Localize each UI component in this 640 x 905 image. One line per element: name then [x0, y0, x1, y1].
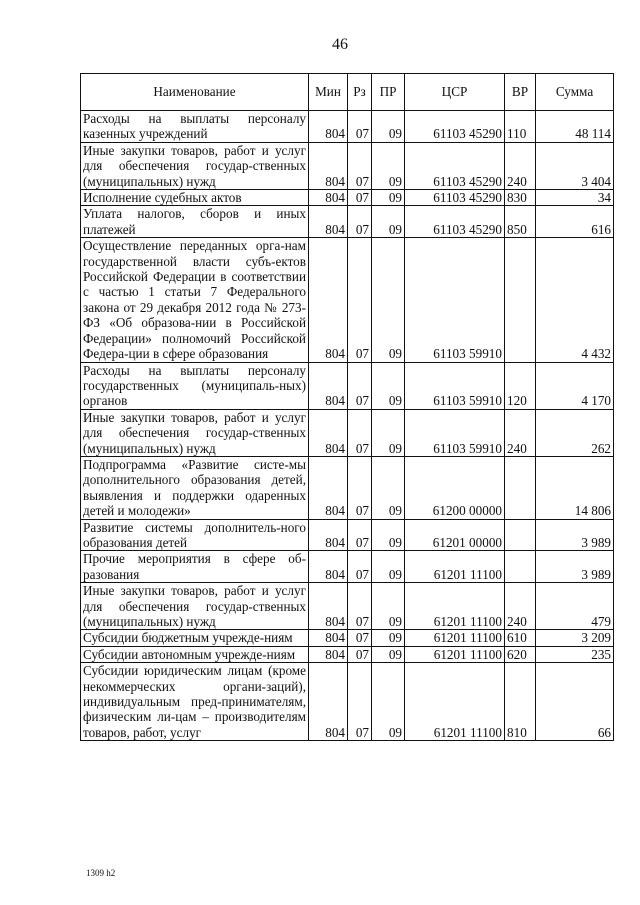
- row-min-cell: 804: [309, 456, 348, 519]
- table-row: [81, 362, 614, 409]
- row-min-cell: 804: [309, 646, 348, 662]
- row-pr-cell: 09: [372, 362, 405, 409]
- row-name-cell: Уплата налогов, сборов и иных платежей: [81, 206, 309, 238]
- row-sum-cell: 4 432: [536, 238, 614, 362]
- row-csr-cell: 61103 59910: [405, 409, 505, 456]
- column-header-min: Мин: [309, 74, 348, 111]
- row-sum-cell: 3 404: [536, 142, 614, 189]
- row-vr-cell: 850: [505, 206, 536, 238]
- row-sum-cell: 262: [536, 409, 614, 456]
- row-pr-cell: 09: [372, 583, 405, 630]
- row-csr-cell: 61201 00000: [405, 519, 505, 551]
- row-sum-cell: 3 209: [536, 630, 614, 646]
- row-pr-cell: 09: [372, 663, 405, 741]
- row-rz-cell: 07: [348, 519, 372, 551]
- header-row: [81, 74, 614, 111]
- row-rz-cell: 07: [348, 551, 372, 583]
- row-min-cell: 804: [309, 519, 348, 551]
- row-min-cell: 804: [309, 663, 348, 741]
- row-vr-cell: 110: [505, 111, 536, 143]
- table-row: [81, 456, 614, 519]
- row-sum-cell: 235: [536, 646, 614, 662]
- budget-table: [80, 73, 614, 741]
- table-row: [81, 551, 614, 583]
- row-csr-cell: 61103 59910: [405, 362, 505, 409]
- column-header-name: Наименование: [81, 74, 309, 111]
- table-row: [81, 630, 614, 646]
- row-name-cell: Субсидии юридическим лицам (кроме некоммерческих органи-заций), индивидуальным пред-принимателям, физическим ли-цам – производителям товаров, работ, услуг: [81, 663, 309, 741]
- row-name-cell: Исполнение судебных актов: [81, 190, 309, 206]
- row-name-cell: Подпрограмма «Развитие систе-мы дополнительного образования детей, выявления и поддержки одаренных детей и молодежи»: [81, 456, 309, 519]
- column-header-vr: ВР: [505, 74, 536, 111]
- row-vr-cell: [505, 519, 536, 551]
- row-min-cell: 804: [309, 206, 348, 238]
- row-name-cell: Субсидии бюджетным учрежде-ниям: [81, 630, 309, 646]
- table-row: [81, 190, 614, 206]
- row-vr-cell: 240: [505, 583, 536, 630]
- row-name-cell: Иные закупки товаров, работ и услуг для обеспечения государ-ственных (муниципальных) нужд: [81, 583, 309, 630]
- row-csr-cell: 61103 59910: [405, 238, 505, 362]
- row-vr-cell: 810: [505, 663, 536, 741]
- row-vr-cell: [505, 551, 536, 583]
- row-sum-cell: 616: [536, 206, 614, 238]
- row-name-cell: Субсидии автономным учрежде-ниям: [81, 646, 309, 662]
- column-header-csr: ЦСР: [405, 74, 505, 111]
- table-row: [81, 646, 614, 662]
- row-vr-cell: [505, 456, 536, 519]
- row-csr-cell: 61103 45290: [405, 142, 505, 189]
- row-pr-cell: 09: [372, 238, 405, 362]
- row-min-cell: 804: [309, 111, 348, 143]
- row-rz-cell: 07: [348, 663, 372, 741]
- row-csr-cell: 61103 45290: [405, 190, 505, 206]
- row-pr-cell: 09: [372, 190, 405, 206]
- row-pr-cell: 09: [372, 646, 405, 662]
- row-rz-cell: 07: [348, 630, 372, 646]
- row-min-cell: 804: [309, 142, 348, 189]
- row-pr-cell: 09: [372, 630, 405, 646]
- row-sum-cell: 3 989: [536, 519, 614, 551]
- row-csr-cell: 61201 11100: [405, 663, 505, 741]
- row-csr-cell: 61201 11100: [405, 646, 505, 662]
- row-name-cell: Расходы на выплаты персоналу государственных (муниципаль-ных) органов: [81, 362, 309, 409]
- row-sum-cell: 48 114: [536, 111, 614, 143]
- table-row: [81, 663, 614, 741]
- row-csr-cell: 61200 00000: [405, 456, 505, 519]
- row-pr-cell: 09: [372, 456, 405, 519]
- row-min-cell: 804: [309, 190, 348, 206]
- row-name-cell: Иные закупки товаров, работ и услуг для обеспечения государ-ственных (муниципальных) нужд: [81, 409, 309, 456]
- row-rz-cell: 07: [348, 409, 372, 456]
- row-pr-cell: 09: [372, 206, 405, 238]
- row-name-cell: Расходы на выплаты персоналу казенных учреждений: [81, 111, 309, 143]
- row-rz-cell: 07: [348, 142, 372, 189]
- row-name-cell: Иные закупки товаров, работ и услуг для обеспечения государ-ственных (муниципальных) нужд: [81, 142, 309, 189]
- row-sum-cell: 479: [536, 583, 614, 630]
- row-pr-cell: 09: [372, 142, 405, 189]
- row-sum-cell: 4 170: [536, 362, 614, 409]
- row-csr-cell: 61103 45290: [405, 206, 505, 238]
- table-row: [81, 142, 614, 189]
- row-csr-cell: 61201 11100: [405, 630, 505, 646]
- column-header-rz: Рз: [348, 74, 372, 111]
- row-vr-cell: 610: [505, 630, 536, 646]
- table-row: [81, 583, 614, 630]
- row-min-cell: 804: [309, 630, 348, 646]
- row-name-cell: Прочие мероприятия в сфере об-разования: [81, 551, 309, 583]
- row-vr-cell: [505, 238, 536, 362]
- row-min-cell: 804: [309, 362, 348, 409]
- row-rz-cell: 07: [348, 238, 372, 362]
- row-name-cell: Осуществление переданных орга-нам государственной власти субъ-ектов Российской Федерации в соответствии с частью 1 статьи 7 Федерального закона от 29 декабря 2012 года № 273-ФЗ «Об образова-нии в Российской Федерации» полномочий Российской Федера-ции в сфере образования: [81, 238, 309, 362]
- row-rz-cell: 07: [348, 111, 372, 143]
- row-min-cell: 804: [309, 583, 348, 630]
- row-pr-cell: 09: [372, 409, 405, 456]
- row-rz-cell: 07: [348, 456, 372, 519]
- row-csr-cell: 61201 11100: [405, 583, 505, 630]
- row-vr-cell: 240: [505, 409, 536, 456]
- table-row: [81, 238, 614, 362]
- footer-code: 1309 h2: [86, 868, 116, 878]
- row-rz-cell: 07: [348, 190, 372, 206]
- row-pr-cell: 09: [372, 551, 405, 583]
- row-sum-cell: 3 989: [536, 551, 614, 583]
- column-header-sum: Сумма: [536, 74, 614, 111]
- row-csr-cell: 61103 45290: [405, 111, 505, 143]
- row-sum-cell: 34: [536, 190, 614, 206]
- table-row: [81, 519, 614, 551]
- table-row: [81, 206, 614, 238]
- row-min-cell: 804: [309, 409, 348, 456]
- row-pr-cell: 09: [372, 519, 405, 551]
- row-vr-cell: 120: [505, 362, 536, 409]
- row-vr-cell: 830: [505, 190, 536, 206]
- row-rz-cell: 07: [348, 206, 372, 238]
- row-vr-cell: 620: [505, 646, 536, 662]
- row-min-cell: 804: [309, 551, 348, 583]
- row-rz-cell: 07: [348, 583, 372, 630]
- row-name-cell: Развитие системы дополнитель-ного образования детей: [81, 519, 309, 551]
- row-min-cell: 804: [309, 238, 348, 362]
- row-vr-cell: 240: [505, 142, 536, 189]
- row-csr-cell: 61201 11100: [405, 551, 505, 583]
- table-row: [81, 409, 614, 456]
- row-rz-cell: 07: [348, 362, 372, 409]
- page-number: 46: [332, 36, 348, 53]
- column-header-pr: ПР: [372, 74, 405, 111]
- row-sum-cell: 66: [536, 663, 614, 741]
- row-pr-cell: 09: [372, 111, 405, 143]
- row-rz-cell: 07: [348, 646, 372, 662]
- table-row: [81, 111, 614, 143]
- row-sum-cell: 14 806: [536, 456, 614, 519]
